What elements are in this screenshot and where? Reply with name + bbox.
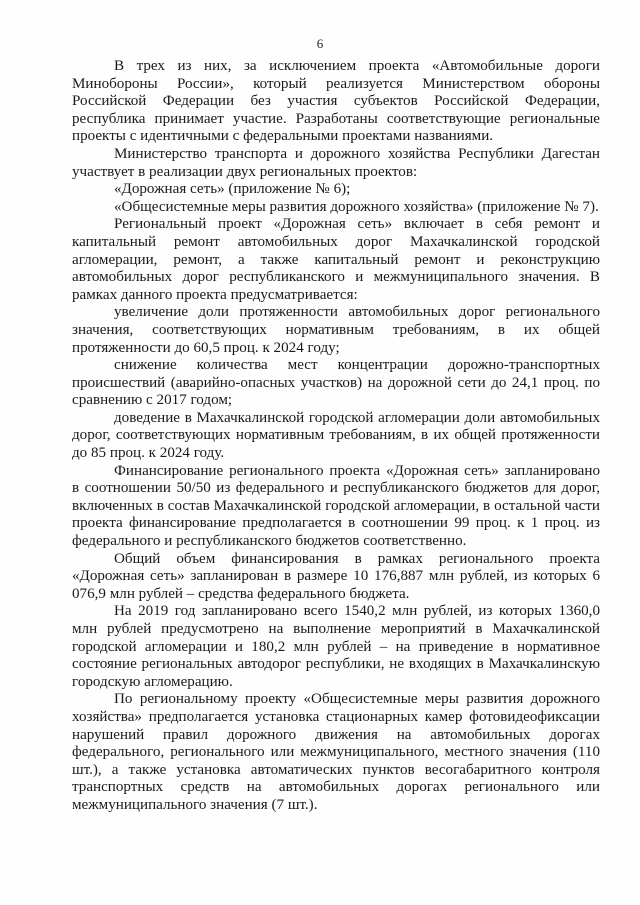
- list-item-system-measures: «Общесистемные меры развития дорожного хозяйства» (приложение № 7).: [114, 198, 599, 215]
- paragraph-1: В трех из них, за исключением проекта «Автомобильные дороги Минобороны России», который реализуется Министерством обороны Российской Федерации без участия субъектов Российской Федерации, республика принимает участие. Разработаны соответствующие региональные проекты с идентичными с федеральными проектами названиями.: [72, 58, 600, 145]
- list-item-road-network: «Дорожная сеть» (приложение № 6);: [114, 181, 351, 198]
- list-item-regional-roads-share: увеличение доли протяженности автомобильных дорог регионального значения, соответствующих нормативным требованиям, в их общей протяженности до 60,5 проц. к 2024 году;: [72, 304, 600, 356]
- paragraph-financing: Финансирование регионального проекта «Дорожная сеть» запланировано в соотношении 50/50 из федерального и республиканского бюджетов для дорог, включенных в состав Махачкалинской городской агломерации, в остальной части проекта финансирование предполагается в соотношении 99 проц. к 1 проц. из федерального и республиканского бюджетов соответственно.: [72, 462, 600, 550]
- list-item-agglomeration-roads: доведение в Махачкалинской городской агломерации доли автомобильных дорог, соответствующих нормативным требованиям, в их общей протяженности до 85 проц. к 2024 году.: [72, 409, 600, 462]
- paragraph-2: Министерство транспорта и дорожного хозяйства Республики Дагестан участвует в реализации двух региональных проектов:: [72, 145, 600, 180]
- paragraph-system-measures-project: По региональному проекту «Общесистемные меры развития дорожного хозяйства» предполагается установка стационарных камер фотовидеофиксации нарушений правил дорожного движения на автомобильных дорогах федерального, регионального или межмуниципального, местного значения (110 шт.), а также установка автоматических пунктов весогабаритного контроля транспортных средств на автомобильных дорогах регионального или межмуниципального значения (7 шт.).: [72, 691, 600, 813]
- page-number: 6: [316, 36, 324, 51]
- document-body: [72, 58, 600, 815]
- paragraph-2019-plan: На 2019 год запланировано всего 1540,2 млн рублей, из которых 1360,0 млн рублей предусмотрено на выполнение мероприятий в Махачкалинской городской агломерации и 180,2 млн рублей – на приведение в нормативное состояние региональных автодорог республики, не входящих в Махачкалинскую городскую агломерацию.: [72, 603, 600, 690]
- paragraph-road-network-project: Региональный проект «Дорожная сеть» включает в себя ремонт и капитальный ремонт автомобильных дорог Махачкалинской городской агломерации, ремонт, а также капитальный ремонт и реконструкцию автомобильных дорог республиканского и межмуниципального значения. В рамках данного проекта предусматривается:: [72, 216, 600, 303]
- list-item-accident-spots: снижение количества мест концентрации дорожно-транспортных происшествий (аварийно-опасных участков) на дорожной сети до 24,1 проц. по сравнению с 2017 годом;: [72, 357, 600, 409]
- paragraph-total-volume: Общий объем финансирования в рамках регионального проекта «Дорожная сеть» запланирован в размере 10 176,887 млн рублей, из которых 6 076,9 млн рублей – средства федерального бюджета.: [72, 550, 600, 602]
